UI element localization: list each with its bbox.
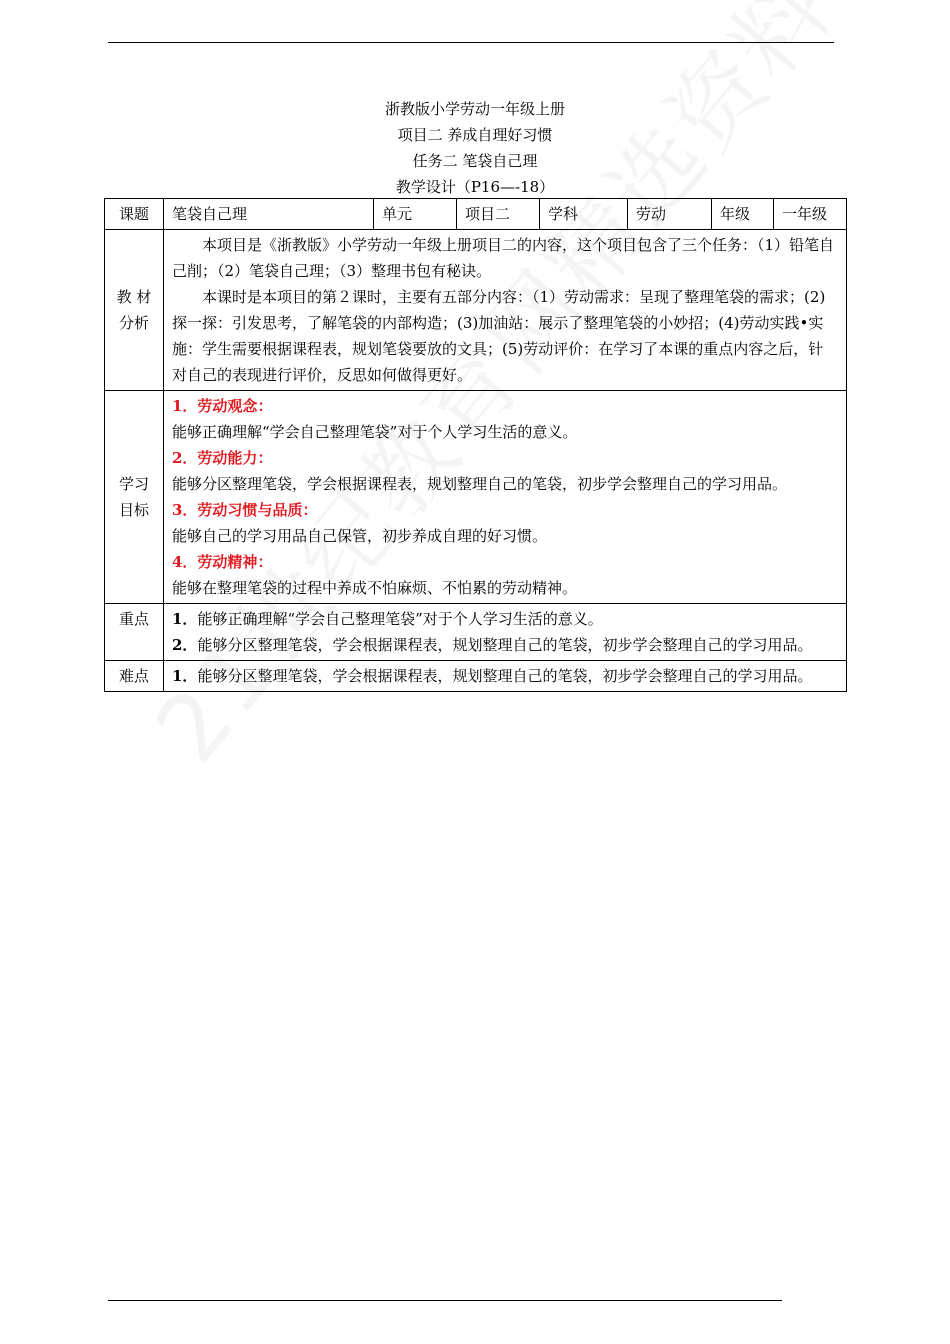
goal-text-concept: 能够正确理解“学会自己整理笔袋”对于个人学习生活的意义。 [172,423,578,441]
info-row [105,199,847,230]
difficulties-content [164,661,847,692]
subject-value: 劳动 [628,199,712,230]
goals-content [164,391,847,604]
key-point-item: 2．能够分区整理笔袋，学会根据课程表，规划整理自己的笔袋，初步学会整理自己的学习用品。 [172,636,813,654]
difficulties-label: 难点 [105,661,164,692]
analysis-content [164,230,847,391]
document-heading [0,96,950,200]
goals-row [105,391,847,604]
difficulties-row [105,661,847,692]
unit-value: 项目二 [457,199,540,230]
topic-value: 笔袋自己理 [164,199,374,230]
key-points-row [105,604,847,661]
lesson-plan-table [104,198,847,692]
footer-rule [108,1300,782,1301]
goal-heading-habit: 3．劳动习惯与品质： [172,501,318,519]
subject-label: 学科 [540,199,628,230]
key-point-item: 1．能够正确理解“学会自己整理笔袋”对于个人学习生活的意义。 [172,610,603,628]
analysis-paragraph-2: 本课时是本项目的第２课时，主要有五部分内容：（1）劳动需求：呈现了整理笔袋的需求；(2)探一探：引发思考，了解笔袋的内部构造；(3)加油站：展示了整理笔袋的小妙招；(4)劳动实践•实施：学生需要根据课程表，规划笔袋要放的文具；(5)劳动评价：在学习了本课的重点内容之后，针对自己的表现进行评价，反思如何做得更好。 [172,288,826,384]
goal-text-habit: 能够自己的学习用品自己保管，初步养成自理的好习惯。 [172,527,548,545]
goal-text-spirit: 能够在整理笔袋的过程中养成不怕麻烦、不怕累的劳动精神。 [172,579,578,597]
key-points-label: 重点 [105,604,164,661]
heading-task: 任务二 笔袋自己理 [412,152,538,170]
goal-heading-ability: 2．劳动能力： [172,449,273,467]
heading-project: 项目二 养成自理好习惯 [397,126,553,144]
analysis-label: 教 材 分析 [105,230,164,391]
goal-text-ability: 能够分区整理笔袋，学会根据课程表，规划整理自己的笔袋，初步学会整理自己的学习用品。 [172,475,788,493]
difficulty-item: 1．能够分区整理笔袋，学会根据课程表，规划整理自己的笔袋，初步学会整理自己的学习用品。 [172,667,813,685]
grade-value: 一年级 [774,199,847,230]
goal-heading-spirit: 4．劳动精神： [172,553,273,571]
topic-label: 课题 [105,199,164,230]
analysis-row [105,230,847,391]
heading-design: 教学设计（P16—-18） [395,178,555,196]
unit-label: 单元 [374,199,457,230]
goal-heading-concept: 1．劳动观念： [172,397,273,415]
heading-book: 浙教版小学劳动一年级上册 [384,100,565,118]
analysis-paragraph-1: 本项目是《浙教版》小学劳动一年级上册项目二的内容，这个项目包含了三个任务：（1）铅笔自己削；（2）笔袋自己理；（3）整理书包有秘诀。 [172,236,835,280]
goals-label: 学习 目标 [105,391,164,604]
header-rule [108,42,834,43]
grade-label: 年级 [712,199,774,230]
key-points-content [164,604,847,661]
